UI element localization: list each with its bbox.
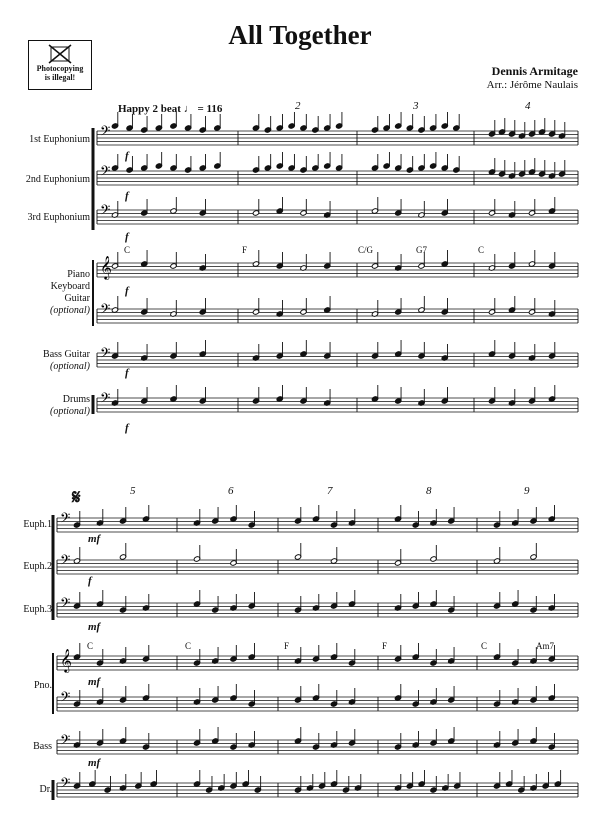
stamp-line-2: is illegal! [44, 73, 76, 82]
measure-number: 6 [228, 485, 234, 497]
chord-symbol: C [185, 641, 192, 651]
chord-symbol: C [481, 641, 488, 651]
dynamic-marking: f [88, 575, 92, 587]
chord-symbol: C/G [358, 245, 374, 255]
instrument-label: (optional) [50, 406, 90, 417]
chord-symbol: G7 [416, 245, 427, 255]
measure-number: 2 [295, 100, 301, 112]
chord-symbol: C [124, 245, 131, 255]
chord-symbol: C [478, 245, 485, 255]
dynamic-marking: f [125, 367, 129, 379]
bass-clef-icon: 𝄢 [60, 732, 71, 751]
treble-clef-icon: 𝄞 [100, 255, 112, 279]
bass-clef-icon: 𝄢 [60, 552, 71, 571]
instrument-label: Dr. [39, 784, 52, 795]
dynamic-marking: f [125, 150, 129, 162]
measure-number: 5 [130, 485, 136, 497]
treble-clef-icon: 𝄞 [60, 648, 72, 672]
chord-symbol: F [242, 245, 248, 255]
instrument-label: Bass [33, 741, 52, 752]
chord-symbol: F [382, 641, 388, 651]
instrument-label: (optional) [50, 305, 90, 316]
measure-number: 4 [525, 100, 531, 112]
bass-clef-icon: 𝄢 [60, 689, 71, 708]
measure-number: 9 [524, 485, 530, 497]
bass-clef-icon: 𝄢 [100, 123, 111, 142]
dynamic-marking: f [125, 190, 129, 202]
stamp-line-1: Photocopying [36, 64, 84, 73]
chord-symbol: F [284, 641, 290, 651]
measure-number: 7 [327, 485, 333, 497]
dynamic-marking: f [125, 422, 129, 434]
arranger-name: Arr.: Jérôme Naulais [486, 79, 578, 91]
instrument-label: Euph.2 [23, 561, 52, 572]
instrument-label: Euph.3 [23, 604, 52, 615]
measure-number: 8 [426, 485, 432, 497]
instrument-label: 3rd Euphonium [27, 212, 90, 223]
instrument-label: 2nd Euphonium [25, 174, 90, 185]
chord-symbol: C [87, 641, 94, 651]
dynamic-marking: mf [88, 533, 101, 545]
bass-clef-icon: 𝄢 [100, 345, 111, 364]
dynamic-marking: f [125, 231, 129, 243]
dynamic-marking: mf [88, 676, 101, 688]
score-title: All Together [228, 20, 372, 50]
bass-clef-icon: 𝄢 [60, 775, 71, 794]
instrument-label: 1st Euphonium [29, 134, 90, 145]
instrument-label: (optional) [50, 361, 90, 372]
bass-clef-icon: 𝄢 [100, 390, 111, 409]
tempo-marking: Happy 2 beat ♩ = 116 [118, 103, 223, 115]
instrument-label: Guitar [64, 293, 90, 304]
dynamic-marking: mf [88, 621, 101, 633]
bass-clef-icon: 𝄢 [60, 595, 71, 614]
bass-clef-icon: 𝄢 [100, 163, 111, 182]
bass-clef-icon: 𝄢 [60, 510, 71, 529]
instrument-label: Pno. [33, 680, 52, 691]
segno-sign: 𝄋 [72, 487, 81, 509]
bass-clef-icon: 𝄢 [100, 202, 111, 221]
instrument-label: Euph.1 [23, 519, 52, 530]
instrument-label: Keyboard [50, 281, 90, 292]
instrument-label: Drums [62, 394, 90, 405]
chord-symbol: Am7 [536, 641, 554, 651]
instrument-label: Piano [67, 269, 90, 280]
measure-number: 3 [413, 100, 419, 112]
dynamic-marking: f [125, 285, 129, 297]
instrument-label: Bass Guitar [43, 349, 90, 360]
bass-clef-icon: 𝄢 [100, 301, 111, 320]
dynamic-marking: mf [88, 757, 101, 769]
composer-name: Dennis Armitage [491, 64, 578, 78]
